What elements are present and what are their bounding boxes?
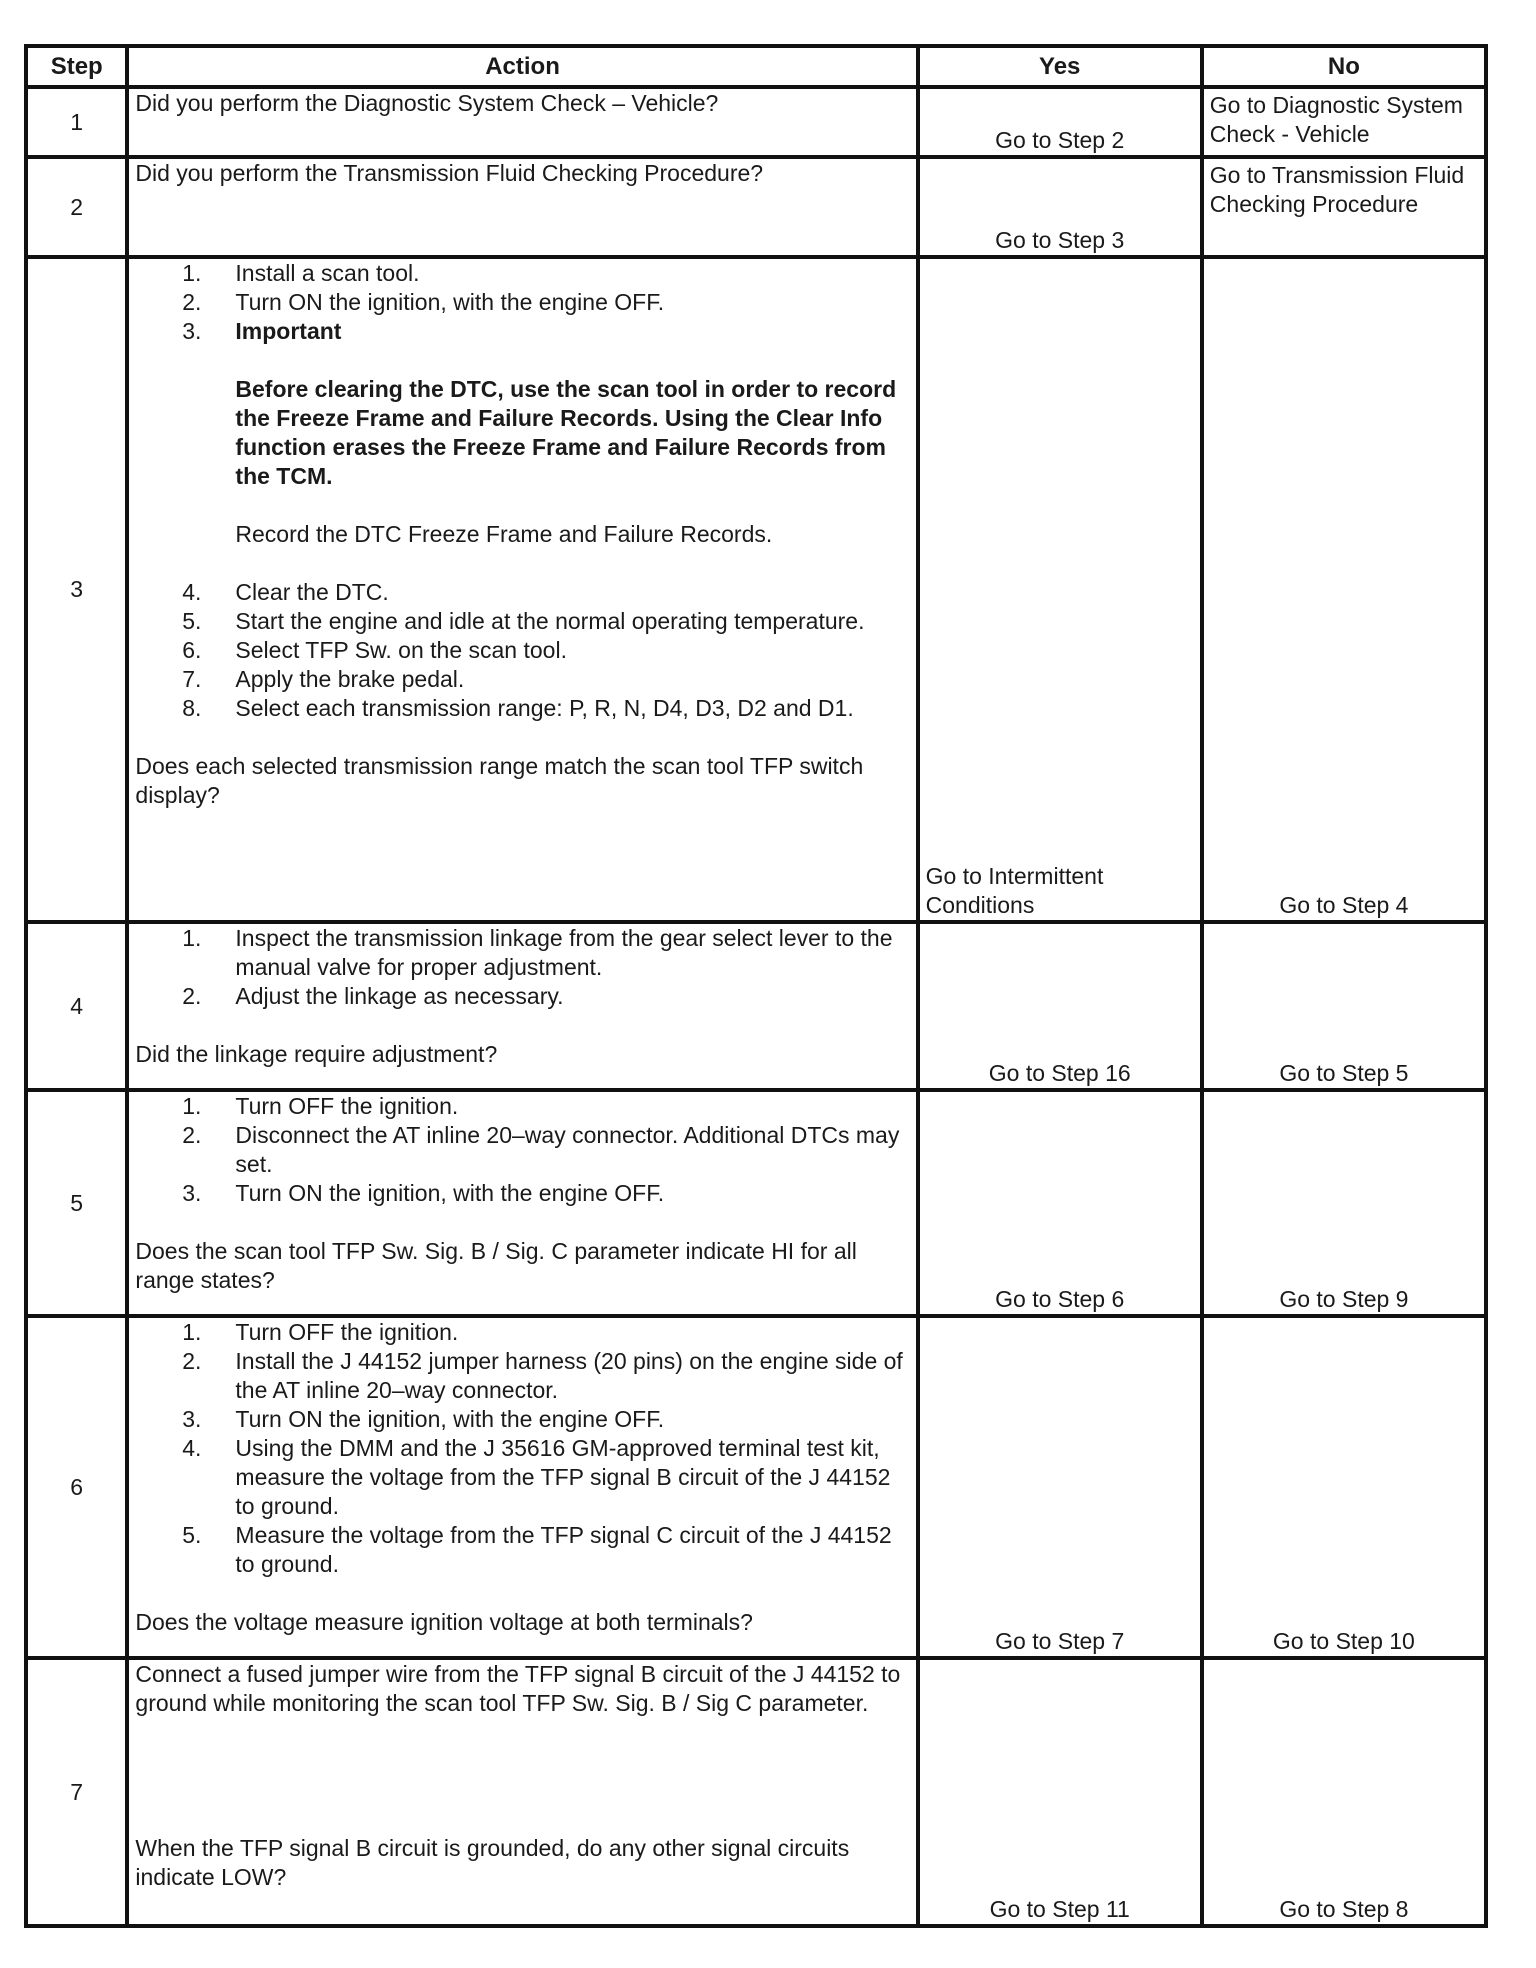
list-item: 2. Install the J 44152 jumper harness (20 pins) on the engine side of the AT inline 20–way connector. <box>182 1348 903 1403</box>
procedure-list <box>135 1092 909 1208</box>
table-row <box>26 1090 1486 1316</box>
yes-cell: Go to Step 3 <box>918 157 1202 257</box>
action-cell <box>127 87 917 157</box>
step-number: 2 <box>26 157 127 257</box>
yes-cell: Go to Step 2 <box>918 87 1202 157</box>
list-item: 2. Disconnect the AT inline 20–way connector. Additional DTCs may set. <box>182 1122 900 1177</box>
procedure-list <box>135 578 909 723</box>
record-note: Record the DTC Freeze Frame and Failure Records. <box>235 521 773 547</box>
no-cell: Go to Diagnostic System Check - Vehicle <box>1202 87 1486 157</box>
list-item: 8. Select each transmission range: P, R, N, D4, D3, D2 and D1. <box>182 695 854 721</box>
important-note: Before clearing the DTC, use the scan tool in order to record the Freeze Frame and Failure Records. Using the Clear Info function erases the Freeze Frame and Failure Records from the TCM. <box>235 376 897 489</box>
header-yes: Yes <box>918 46 1202 87</box>
action-cell <box>127 1658 917 1926</box>
table-row <box>26 257 1486 922</box>
list-item: 3. Turn ON the ignition, with the engine OFF. <box>182 1406 665 1432</box>
action-cell <box>127 257 917 922</box>
yes-cell: Go to Step 7 <box>918 1316 1202 1658</box>
list-item: 6. Select TFP Sw. on the scan tool. <box>182 637 567 663</box>
action-question: Does the scan tool TFP Sw. Sig. B / Sig. C parameter indicate HI for all range states? <box>135 1238 857 1293</box>
yes-cell: Go to Intermittent Conditions <box>918 257 1202 922</box>
list-item: 4. Using the DMM and the J 35616 GM-approved terminal test kit, measure the voltage from the TFP signal B circuit of the J 44152 to ground. <box>182 1435 891 1519</box>
diagnostic-table <box>24 44 1488 1928</box>
important-label: Important <box>235 318 342 344</box>
step-number: 5 <box>26 1090 127 1316</box>
action-cell <box>127 1316 917 1658</box>
step-number: 4 <box>26 922 127 1090</box>
step-number: 1 <box>26 87 127 157</box>
action-cell <box>127 1090 917 1316</box>
action-question: When the TFP signal B circuit is grounded, do any other signal circuits indicate LOW? <box>135 1835 850 1890</box>
list-item: 3. Turn ON the ignition, with the engine OFF. <box>182 1180 665 1206</box>
action-question: Does the voltage measure ignition voltage at both terminals? <box>135 1609 753 1635</box>
list-item: 1. Turn OFF the ignition. <box>182 1319 459 1345</box>
list-item: 2. Adjust the linkage as necessary. <box>182 983 564 1009</box>
header-row <box>26 46 1486 87</box>
step-number: 6 <box>26 1316 127 1658</box>
list-item: 3. Important <box>135 317 909 346</box>
procedure-list <box>135 1318 909 1579</box>
list-item: 7. Apply the brake pedal. <box>182 666 465 692</box>
header-step: Step <box>26 46 127 87</box>
header-no: No <box>1202 46 1486 87</box>
procedure-list <box>135 259 909 346</box>
list-item: 1. Turn OFF the ignition. <box>182 1093 459 1119</box>
procedure-list <box>135 924 909 1011</box>
action-cell <box>127 922 917 1090</box>
no-cell: Go to Step 8 <box>1202 1658 1486 1926</box>
list-item: 1. Install a scan tool. <box>182 260 420 286</box>
yes-cell: Go to Step 6 <box>918 1090 1202 1316</box>
list-item: 5. Start the engine and idle at the normal operating temperature. <box>182 608 865 634</box>
action-question: Did the linkage require adjustment? <box>135 1041 498 1067</box>
list-item: 4. Clear the DTC. <box>182 579 389 605</box>
table-row <box>26 1316 1486 1658</box>
no-cell: Go to Step 9 <box>1202 1090 1486 1316</box>
table-row <box>26 87 1486 157</box>
table-row <box>26 922 1486 1090</box>
no-cell: Go to Step 4 <box>1202 257 1486 922</box>
no-cell: Go to Transmission Fluid Checking Procedure <box>1202 157 1486 257</box>
table-row <box>26 1658 1486 1926</box>
action-cell <box>127 157 917 257</box>
table-row <box>26 157 1486 257</box>
action-intro: Connect a fused jumper wire from the TFP signal B circuit of the J 44152 to ground while monitoring the scan tool TFP Sw. Sig. B / Sig C parameter. <box>135 1661 901 1716</box>
action-question: Did you perform the Transmission Fluid Checking Procedure? <box>135 160 764 186</box>
action-question: Does each selected transmission range match the scan tool TFP switch display? <box>135 753 864 808</box>
header-action: Action <box>127 46 917 87</box>
yes-cell: Go to Step 16 <box>918 922 1202 1090</box>
list-item: 5. Measure the voltage from the TFP signal C circuit of the J 44152 to ground. <box>182 1522 892 1577</box>
list-item: 2. Turn ON the ignition, with the engine OFF. <box>182 289 665 315</box>
no-cell: Go to Step 5 <box>1202 922 1486 1090</box>
step-number: 7 <box>26 1658 127 1926</box>
no-cell: Go to Step 10 <box>1202 1316 1486 1658</box>
step-number: 3 <box>26 257 127 922</box>
list-item: 1. Inspect the transmission linkage from the gear select lever to the manual valve for proper adjustment. <box>182 925 893 980</box>
action-question: Did you perform the Diagnostic System Check – Vehicle? <box>135 90 719 116</box>
yes-cell: Go to Step 11 <box>918 1658 1202 1926</box>
